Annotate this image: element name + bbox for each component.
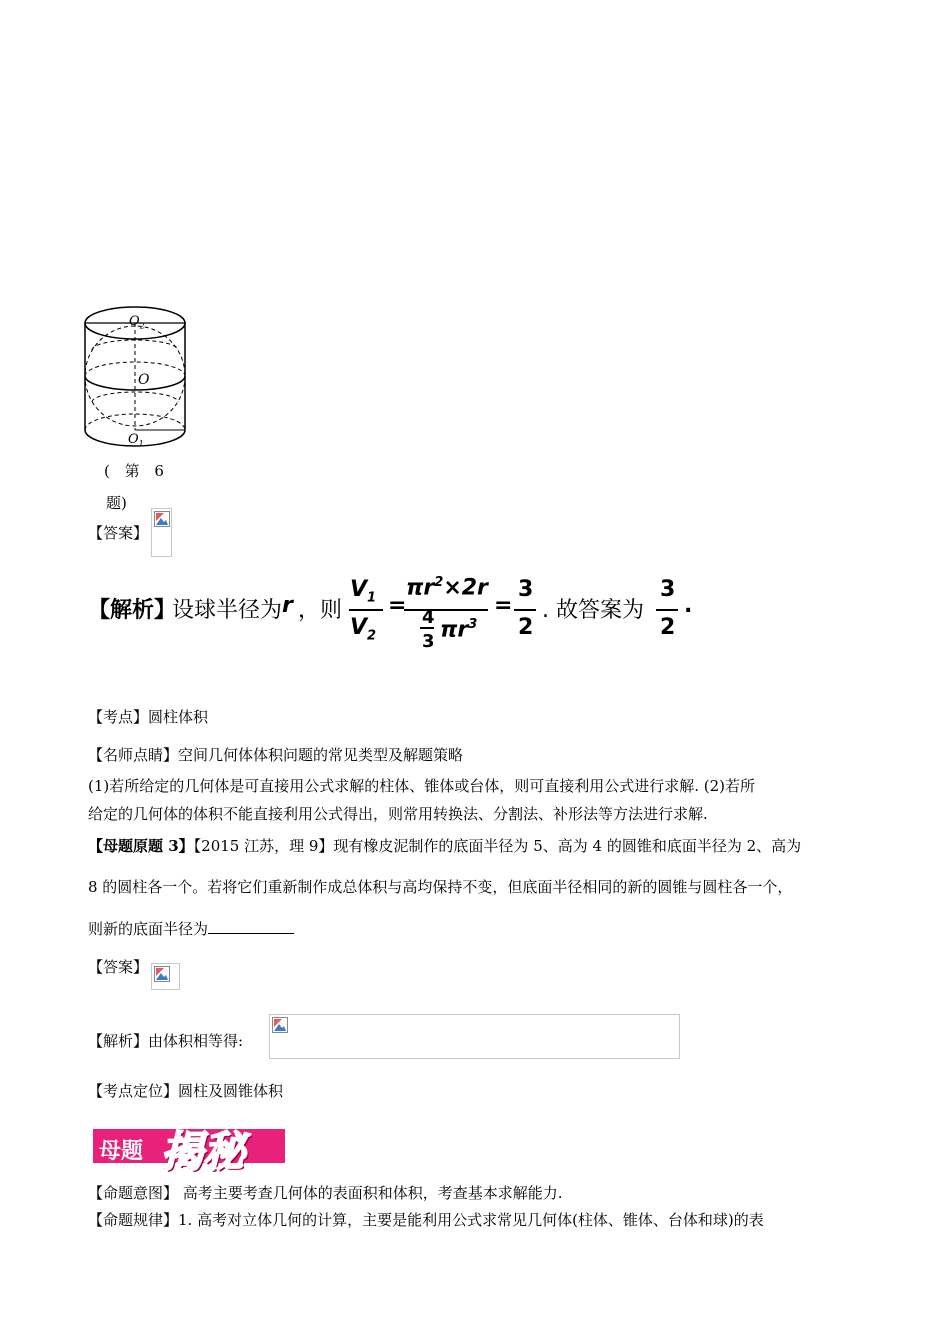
numerator: $\pi r^2\times 2r$ xyxy=(406,575,488,601)
analysis-text-2: ，则 xyxy=(298,598,343,623)
label-o: O xyxy=(138,372,150,388)
period: . xyxy=(684,593,693,618)
frac-line-res1 xyxy=(514,609,536,611)
broken-image-answer-1 xyxy=(151,508,172,557)
broken-image-icon xyxy=(154,966,170,982)
res-num-1: 3 xyxy=(518,577,534,602)
label-o2: $O_2$ xyxy=(129,314,145,331)
cylinder-sphere-figure xyxy=(80,290,195,450)
mingshi-heading: 【名师点睛】空间几何体体积问题的常见类型及解题策略 xyxy=(88,746,464,764)
analysis-label: 【解析】 xyxy=(88,598,177,623)
broken-image-icon xyxy=(272,1017,288,1033)
problem3-label: 【母题原题 3】 xyxy=(88,837,194,855)
frac-v1: $V_1$ xyxy=(350,577,377,606)
den-three: 3 xyxy=(422,631,435,652)
broken-image-analysis-2 xyxy=(269,1014,680,1059)
mutijiemi-banner xyxy=(93,1117,285,1176)
kaodian-1: 【考点】圆柱体积 xyxy=(88,708,209,726)
den-four: 4 xyxy=(422,607,435,628)
kaodian-2: 【考点定位】圆柱及圆锥体积 xyxy=(88,1082,284,1100)
figure-caption-2: 题) xyxy=(106,494,127,512)
analysis-formula-1 xyxy=(88,575,708,655)
analysis-text-1: 设球半径为 xyxy=(172,598,283,623)
frac-line-small xyxy=(420,627,434,629)
broken-image-icon xyxy=(154,511,170,527)
problem3-line1 xyxy=(88,835,801,856)
problem3-text-3: 则新的底面半径为 xyxy=(88,920,209,938)
mingti-guilv: 【命题规律】1. 高考对立体几何的计算，主要是能利用公式求常见几何体(柱体、锥体、台体和球)的表 xyxy=(88,1211,764,1229)
res-den-2: 2 xyxy=(660,615,676,640)
den-pi-r: $\pi r^3$ xyxy=(440,617,478,643)
broken-image-answer-2 xyxy=(151,963,180,990)
banner-small-text: 母题 xyxy=(99,1139,144,1164)
res-den-1: 2 xyxy=(518,615,534,640)
answer-label-2: 【答案】 xyxy=(88,958,149,976)
answer-blank xyxy=(208,919,294,934)
mingshi-body-1: (1)若所给定的几何体是可直接用公式求解的柱体、锥体或台体，则可直接利用公式进行求解. (2)若所 xyxy=(88,777,756,795)
figure-caption-1: ( 第 6 xyxy=(104,462,164,480)
label-o1: $O_1$ xyxy=(128,432,144,449)
frac-line-v xyxy=(349,609,383,611)
answer-label-1: 【答案】 xyxy=(88,524,149,542)
frac-v2: $V_2$ xyxy=(350,615,377,644)
banner-big-text: 揭秘 xyxy=(161,1127,246,1176)
eq-2: = xyxy=(494,593,513,618)
problem3-line3 xyxy=(88,918,294,939)
problem3-line2: 8 的圆柱各一个。若将它们重新制作成总体积与高均保持不变，但底面半径相同的新的圆锥与圆柱各一个， xyxy=(88,878,793,896)
mingshi-body-2: 给定的几何体的体积不能直接利用公式得出，则常用转换法、分割法、补形法等方法进行求解. xyxy=(88,805,708,823)
var-r: r xyxy=(282,593,293,618)
eq-1: = xyxy=(388,593,407,618)
mingti-yitu: 【命题意图】 高考主要考查几何体的表面积和体积，考查基本求解能力. xyxy=(88,1184,563,1202)
frac-line-big xyxy=(404,609,488,611)
res-num-2: 3 xyxy=(660,577,676,602)
analysis-2: 【解析】由体积相等得: xyxy=(88,1032,244,1050)
analysis-text-3: . 故答案为 xyxy=(542,598,644,623)
problem3-text-1: 【2015 江苏，理 9】现有橡皮泥制作的底面半径为 5、高为 4 的圆锥和底面半径为 2、高为 xyxy=(193,837,802,855)
frac-line-res2 xyxy=(656,609,678,611)
